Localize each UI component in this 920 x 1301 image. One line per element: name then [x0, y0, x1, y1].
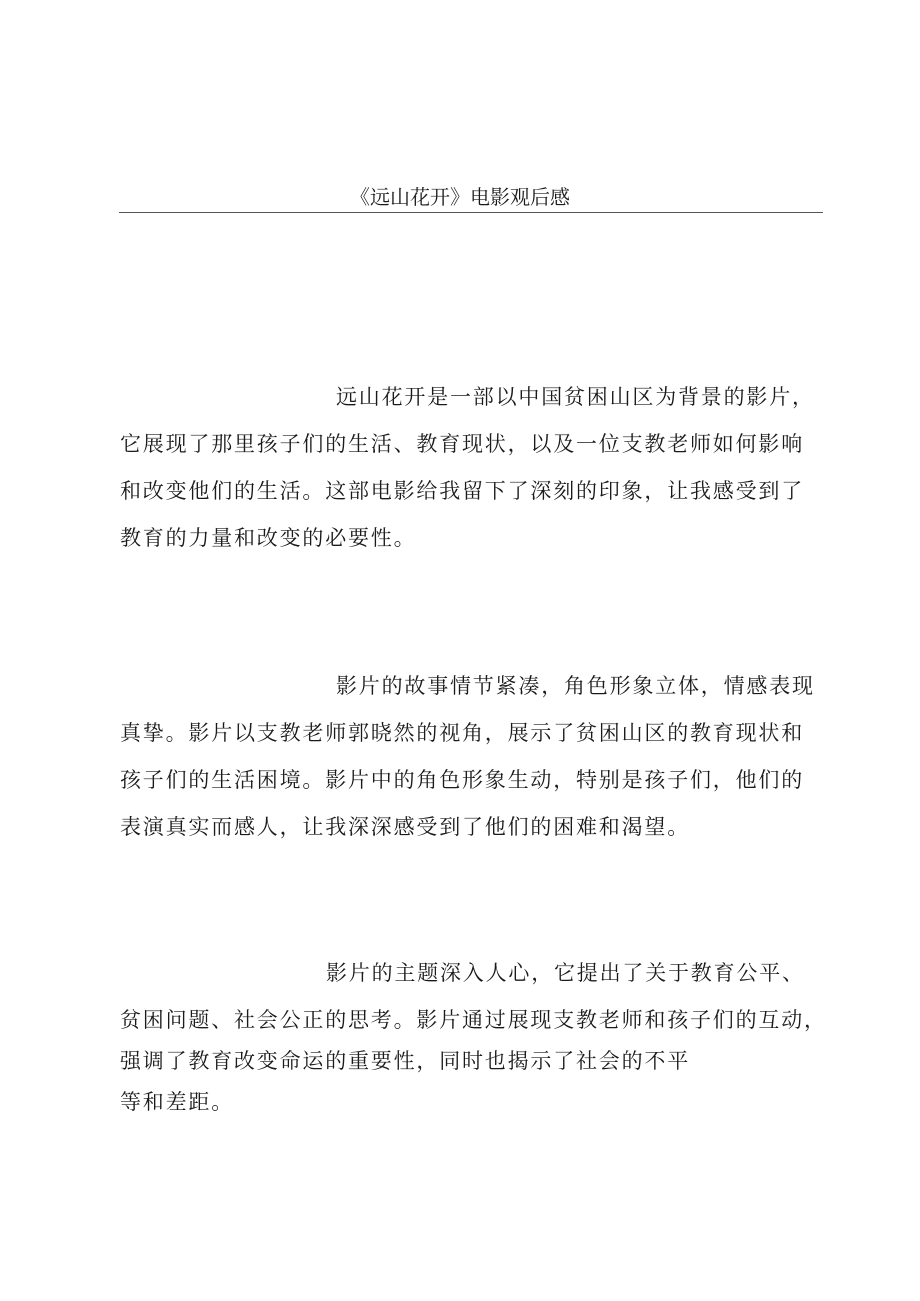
paragraph-line: 影片的故事情节紧凑，角色形象立体，情感表现	[336, 674, 815, 698]
paragraph-1	[120, 374, 815, 562]
paragraph-line: 强调了教育改变命运的重要性，同时也揭示了社会的不平	[120, 1049, 690, 1073]
paragraph-line: 孩子们的生活困境。影片中的角色形象生动，特别是孩子们，他们的	[120, 768, 804, 792]
paragraph-2	[120, 663, 815, 851]
paragraph-line: 等和差距。	[120, 1090, 234, 1114]
paragraph-line: 影片的主题深入人心，它提出了关于教育公平、	[326, 961, 805, 985]
paragraph-3	[120, 950, 827, 1126]
paragraph-line: 远山花开是一部以中国贫困山区为背景的影片，	[336, 385, 815, 409]
paragraph-line: 教育的力量和改变的必要性。	[120, 526, 417, 550]
paragraph-line: 表演真实而感人，让我深深感受到了他们的困难和渴望。	[120, 815, 690, 839]
title-underline	[119, 212, 823, 213]
paragraph-line: 真挚。影片以支教老师郭晓然的视角，展示了贫困山区的教育现状和	[120, 721, 804, 745]
paragraph-line: 它展现了那里孩子们的生活、教育现状，以及一位支教老师如何影响	[120, 432, 804, 456]
document-title: 《远山花开》电影观后感	[350, 185, 570, 209]
paragraph-line: 贫困问题、社会公正的思考。影片通过展现支教老师和孩子们的互动，	[120, 1008, 827, 1032]
paragraph-line: 和改变他们的生活。这部电影给我留下了深刻的印象，让我感受到了	[120, 479, 804, 503]
